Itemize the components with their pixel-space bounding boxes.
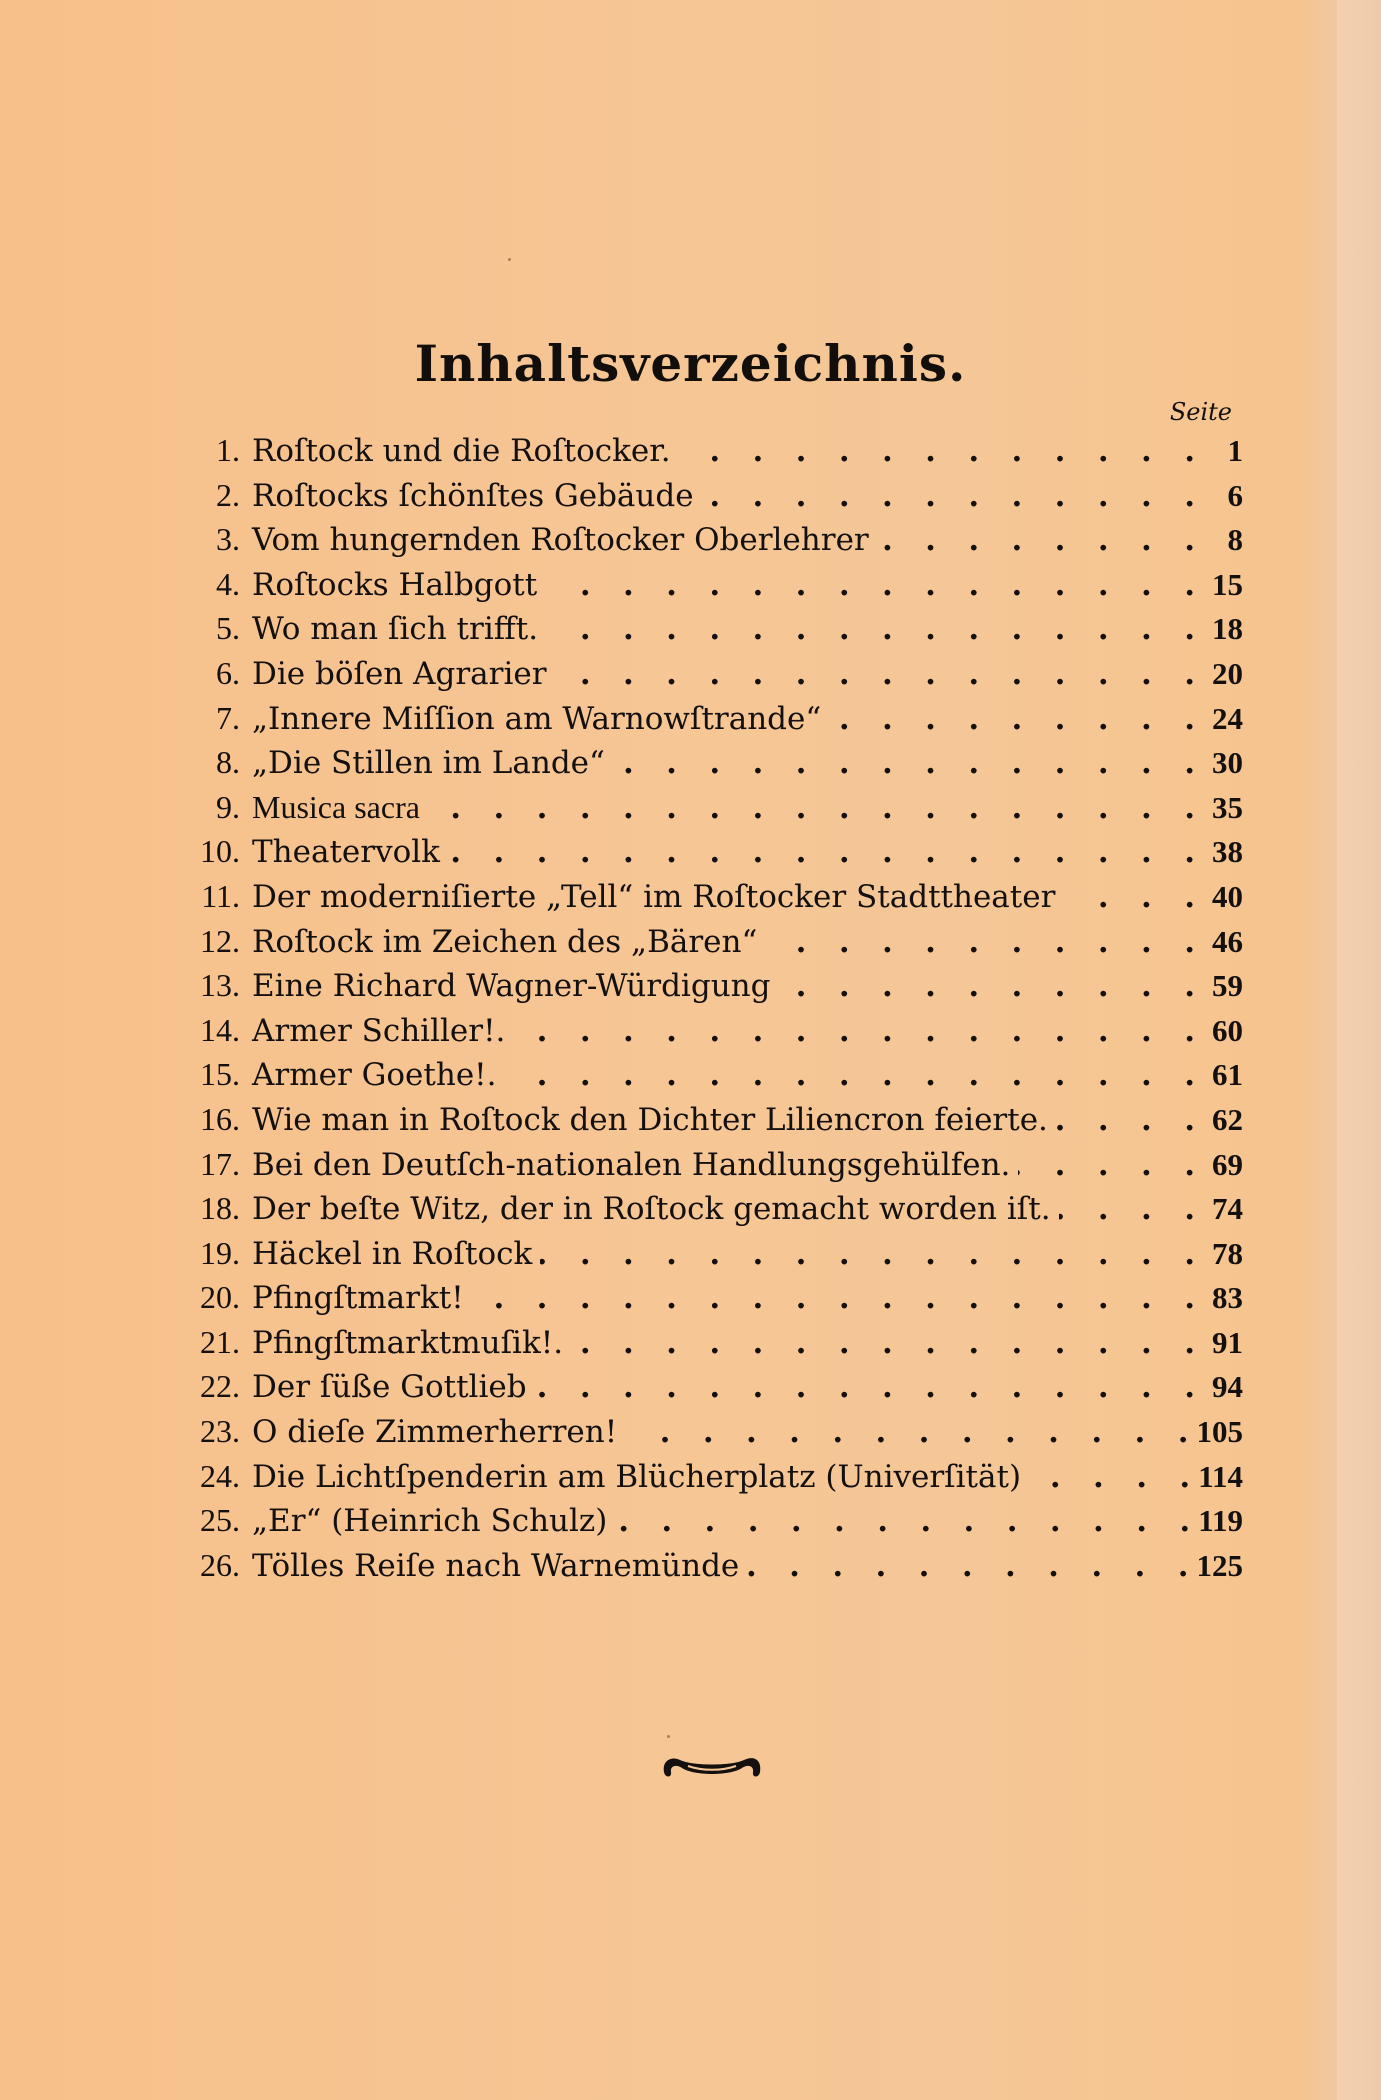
- toc-entry-title: Häckel in Roſtock: [252, 1235, 533, 1272]
- toc-entry-title: Roſtock im Zeichen des „Bären“: [252, 923, 758, 960]
- toc-entry-page: 6: [1227, 477, 1243, 513]
- toc-entry: [170, 1275, 1243, 1320]
- toc-entry: [170, 1543, 1243, 1588]
- toc-entry-page: 1: [1227, 433, 1243, 468]
- dot-leader: [625, 1410, 1188, 1455]
- toc-entry-number: 15.: [200, 1056, 240, 1093]
- toc-entry: [170, 963, 1243, 1008]
- toc-entry-title: Eine Richard Wagner-Würdigung: [252, 968, 771, 1005]
- toc-entry-page: 78: [1212, 1235, 1243, 1271]
- toc-entry: [170, 1186, 1243, 1231]
- toc-entry-number: 3.: [216, 521, 240, 558]
- dot-leader: [877, 518, 1195, 563]
- toc-entry-title: Wie man in Roſtock den Dichter Liliencron feierte.: [252, 1101, 1048, 1138]
- toc-entry-number: 20.: [200, 1279, 240, 1316]
- toc-entry-page: 15: [1212, 566, 1243, 602]
- toc-entry-title: Der beſte Witz, der in Roſtock gemacht worden iſt.: [252, 1191, 1051, 1228]
- toc-entry-number: 16.: [200, 1100, 240, 1137]
- toc-entry-number: 1.: [216, 432, 240, 468]
- dot-leader: [679, 429, 1195, 474]
- toc-entry: [170, 1097, 1243, 1142]
- dot-leader: [428, 786, 1195, 831]
- dot-leader: [1018, 1143, 1195, 1188]
- toc-entry-title: Die böſen Agrarier: [252, 655, 547, 692]
- dot-leader: [765, 920, 1195, 965]
- dot-leader: [613, 741, 1195, 786]
- dot-leader: [448, 830, 1195, 875]
- toc-entry: [170, 919, 1243, 964]
- toc-entry-number: 4.: [216, 565, 240, 602]
- toc-entry: [170, 740, 1243, 785]
- toc-entry-page: 69: [1212, 1146, 1243, 1182]
- dot-leader: [540, 1232, 1195, 1277]
- toc-entry-number: 26.: [200, 1546, 240, 1583]
- table-of-contents: [170, 428, 1243, 1587]
- toc-entry: [170, 1498, 1243, 1543]
- dot-leader: [472, 1276, 1195, 1321]
- page-edge: [1337, 0, 1381, 2100]
- toc-entry-page: 46: [1212, 923, 1243, 959]
- toc-entry-number: 10.: [200, 833, 240, 870]
- toc-entry-number: 11.: [201, 877, 240, 914]
- toc-entry-page: 119: [1198, 1503, 1243, 1539]
- toc-entry-title: O dieſe Zimmerherren!: [252, 1414, 618, 1451]
- toc-entry-number: 18.: [200, 1190, 240, 1227]
- toc-entry-page: 94: [1212, 1369, 1243, 1405]
- dot-leader: [1056, 1098, 1195, 1143]
- dot-leader: [829, 697, 1195, 742]
- toc-entry-title: Pfingſtmarktmuſik!.: [252, 1324, 564, 1361]
- paper-speck: [667, 1735, 670, 1738]
- toc-entry-page: 74: [1212, 1191, 1243, 1227]
- toc-entry-title: Armer Schiller!.: [252, 1012, 506, 1049]
- toc-entry-title: Der ſüße Gottlieb: [252, 1369, 527, 1406]
- dot-leader: [555, 652, 1195, 697]
- toc-entry-title: Die Lichtſpenderin am Blücherplatz (Univerſität): [252, 1458, 1022, 1495]
- toc-entry-page: 114: [1198, 1458, 1243, 1494]
- dot-leader: [615, 1499, 1190, 1544]
- toc-entry-number: 22.: [200, 1368, 240, 1405]
- toc-entry: [170, 428, 1243, 473]
- toc-entry-number: 19.: [200, 1234, 240, 1271]
- toc-entry-title: Wo man ſich trifft.: [252, 611, 539, 648]
- toc-entry-page: 61: [1212, 1057, 1243, 1093]
- toc-entry-number: 23.: [200, 1413, 240, 1450]
- toc-entry: [170, 562, 1243, 607]
- toc-entry: [170, 1008, 1243, 1053]
- dot-leader: [1029, 1455, 1190, 1500]
- toc-entry: [170, 651, 1243, 696]
- toc-entry: [170, 1409, 1243, 1454]
- toc-entry-number: 6.: [216, 654, 240, 691]
- dot-leader: [778, 964, 1195, 1009]
- toc-entry-page: 20: [1212, 655, 1243, 691]
- dot-leader: [747, 1544, 1188, 1589]
- toc-entry-page: 40: [1212, 878, 1243, 914]
- toc-entry-title: Armer Goethe!.: [252, 1057, 497, 1094]
- toc-entry: [170, 1454, 1243, 1499]
- toc-entry: [170, 785, 1243, 830]
- page-column-header: Seite: [1169, 398, 1232, 426]
- toc-entry-number: 14.: [200, 1011, 240, 1048]
- toc-entry-page: 18: [1212, 611, 1243, 647]
- toc-entry-number: 12.: [200, 922, 240, 959]
- toc-entry-title: „Die Stillen im Lande“: [252, 745, 605, 782]
- dot-leader: [571, 1321, 1195, 1366]
- toc-entry-page: 38: [1212, 834, 1243, 870]
- toc-entry: [170, 696, 1243, 741]
- dot-leader: [535, 1365, 1195, 1410]
- toc-entry-title: Vom hungernden Roſtocker Oberlehrer: [252, 522, 869, 559]
- toc-entry-number: 2.: [216, 476, 240, 513]
- toc-entry: [170, 1320, 1243, 1365]
- dot-leader: [1063, 875, 1195, 920]
- toc-entry-number: 5.: [216, 610, 240, 647]
- toc-entry-number: 25.: [200, 1502, 240, 1539]
- toc-entry-page: 30: [1212, 745, 1243, 781]
- toc-entry-number: 9.: [216, 788, 240, 825]
- dot-leader: [513, 1009, 1195, 1054]
- toc-entry-page: 35: [1212, 789, 1243, 825]
- toc-entry-title: Der moderniſierte „Tell“ im Roſtocker Stadttheater: [252, 878, 1056, 915]
- toc-entry-page: 8: [1227, 522, 1243, 558]
- toc-entry-title: „Innere Miſſion am Warnowſtrande“: [252, 700, 822, 737]
- toc-entry: [170, 1142, 1243, 1187]
- toc-entry-page: 83: [1212, 1280, 1243, 1316]
- toc-entry-title: Musica sacra: [252, 788, 420, 825]
- ornament-icon: [658, 1750, 766, 1782]
- toc-entry: [170, 829, 1243, 874]
- toc-entry-title: „Er“ (Heinrich Schulz): [252, 1503, 608, 1540]
- toc-entry-page: 62: [1212, 1101, 1243, 1137]
- paper-speck: [508, 258, 511, 261]
- toc-entry-page: 24: [1212, 700, 1243, 736]
- dot-leader: [545, 563, 1195, 608]
- toc-entry-number: 21.: [200, 1323, 240, 1360]
- toc-entry: [170, 1052, 1243, 1097]
- toc-entry-page: 60: [1212, 1012, 1243, 1048]
- toc-entry: [170, 1231, 1243, 1276]
- toc-entry: [170, 1364, 1243, 1409]
- toc-entry-title: Bei den Deutſch-nationalen Handlungsgehülfen.: [252, 1146, 1011, 1183]
- toc-entry: [170, 606, 1243, 651]
- toc-entry-number: 8.: [216, 744, 240, 781]
- dot-leader: [504, 1053, 1195, 1098]
- toc-entry-page: 59: [1212, 968, 1243, 1004]
- toc-entry-page: 125: [1196, 1547, 1243, 1583]
- toc-entry-number: 17.: [200, 1145, 240, 1182]
- dot-leader: [1059, 1187, 1195, 1232]
- toc-entry-number: 13.: [200, 967, 240, 1004]
- toc-entry-number: 24.: [200, 1457, 240, 1494]
- dot-leader: [702, 474, 1195, 519]
- toc-entry-page: 105: [1196, 1414, 1243, 1450]
- toc-entry-page: 91: [1212, 1324, 1243, 1360]
- dot-leader: [546, 607, 1195, 652]
- toc-entry-title: Roſtocks Halbgott: [252, 566, 538, 603]
- page-title: Inhaltsverzeichnis.: [414, 333, 967, 393]
- toc-entry-number: 7.: [216, 699, 240, 736]
- toc-entry-title: Roſtocks ſchönſtes Gebäude: [252, 477, 694, 514]
- toc-entry: [170, 517, 1243, 562]
- toc-entry: [170, 874, 1243, 919]
- toc-entry-title: Roſtock und die Roſtocker.: [252, 433, 671, 469]
- toc-entry-title: Tölles Reiſe nach Warnemünde: [252, 1547, 740, 1584]
- toc-entry-title: Theatervolk: [252, 834, 440, 871]
- toc-entry: [170, 473, 1243, 518]
- toc-entry-title: Pfingſtmarkt!: [252, 1280, 464, 1317]
